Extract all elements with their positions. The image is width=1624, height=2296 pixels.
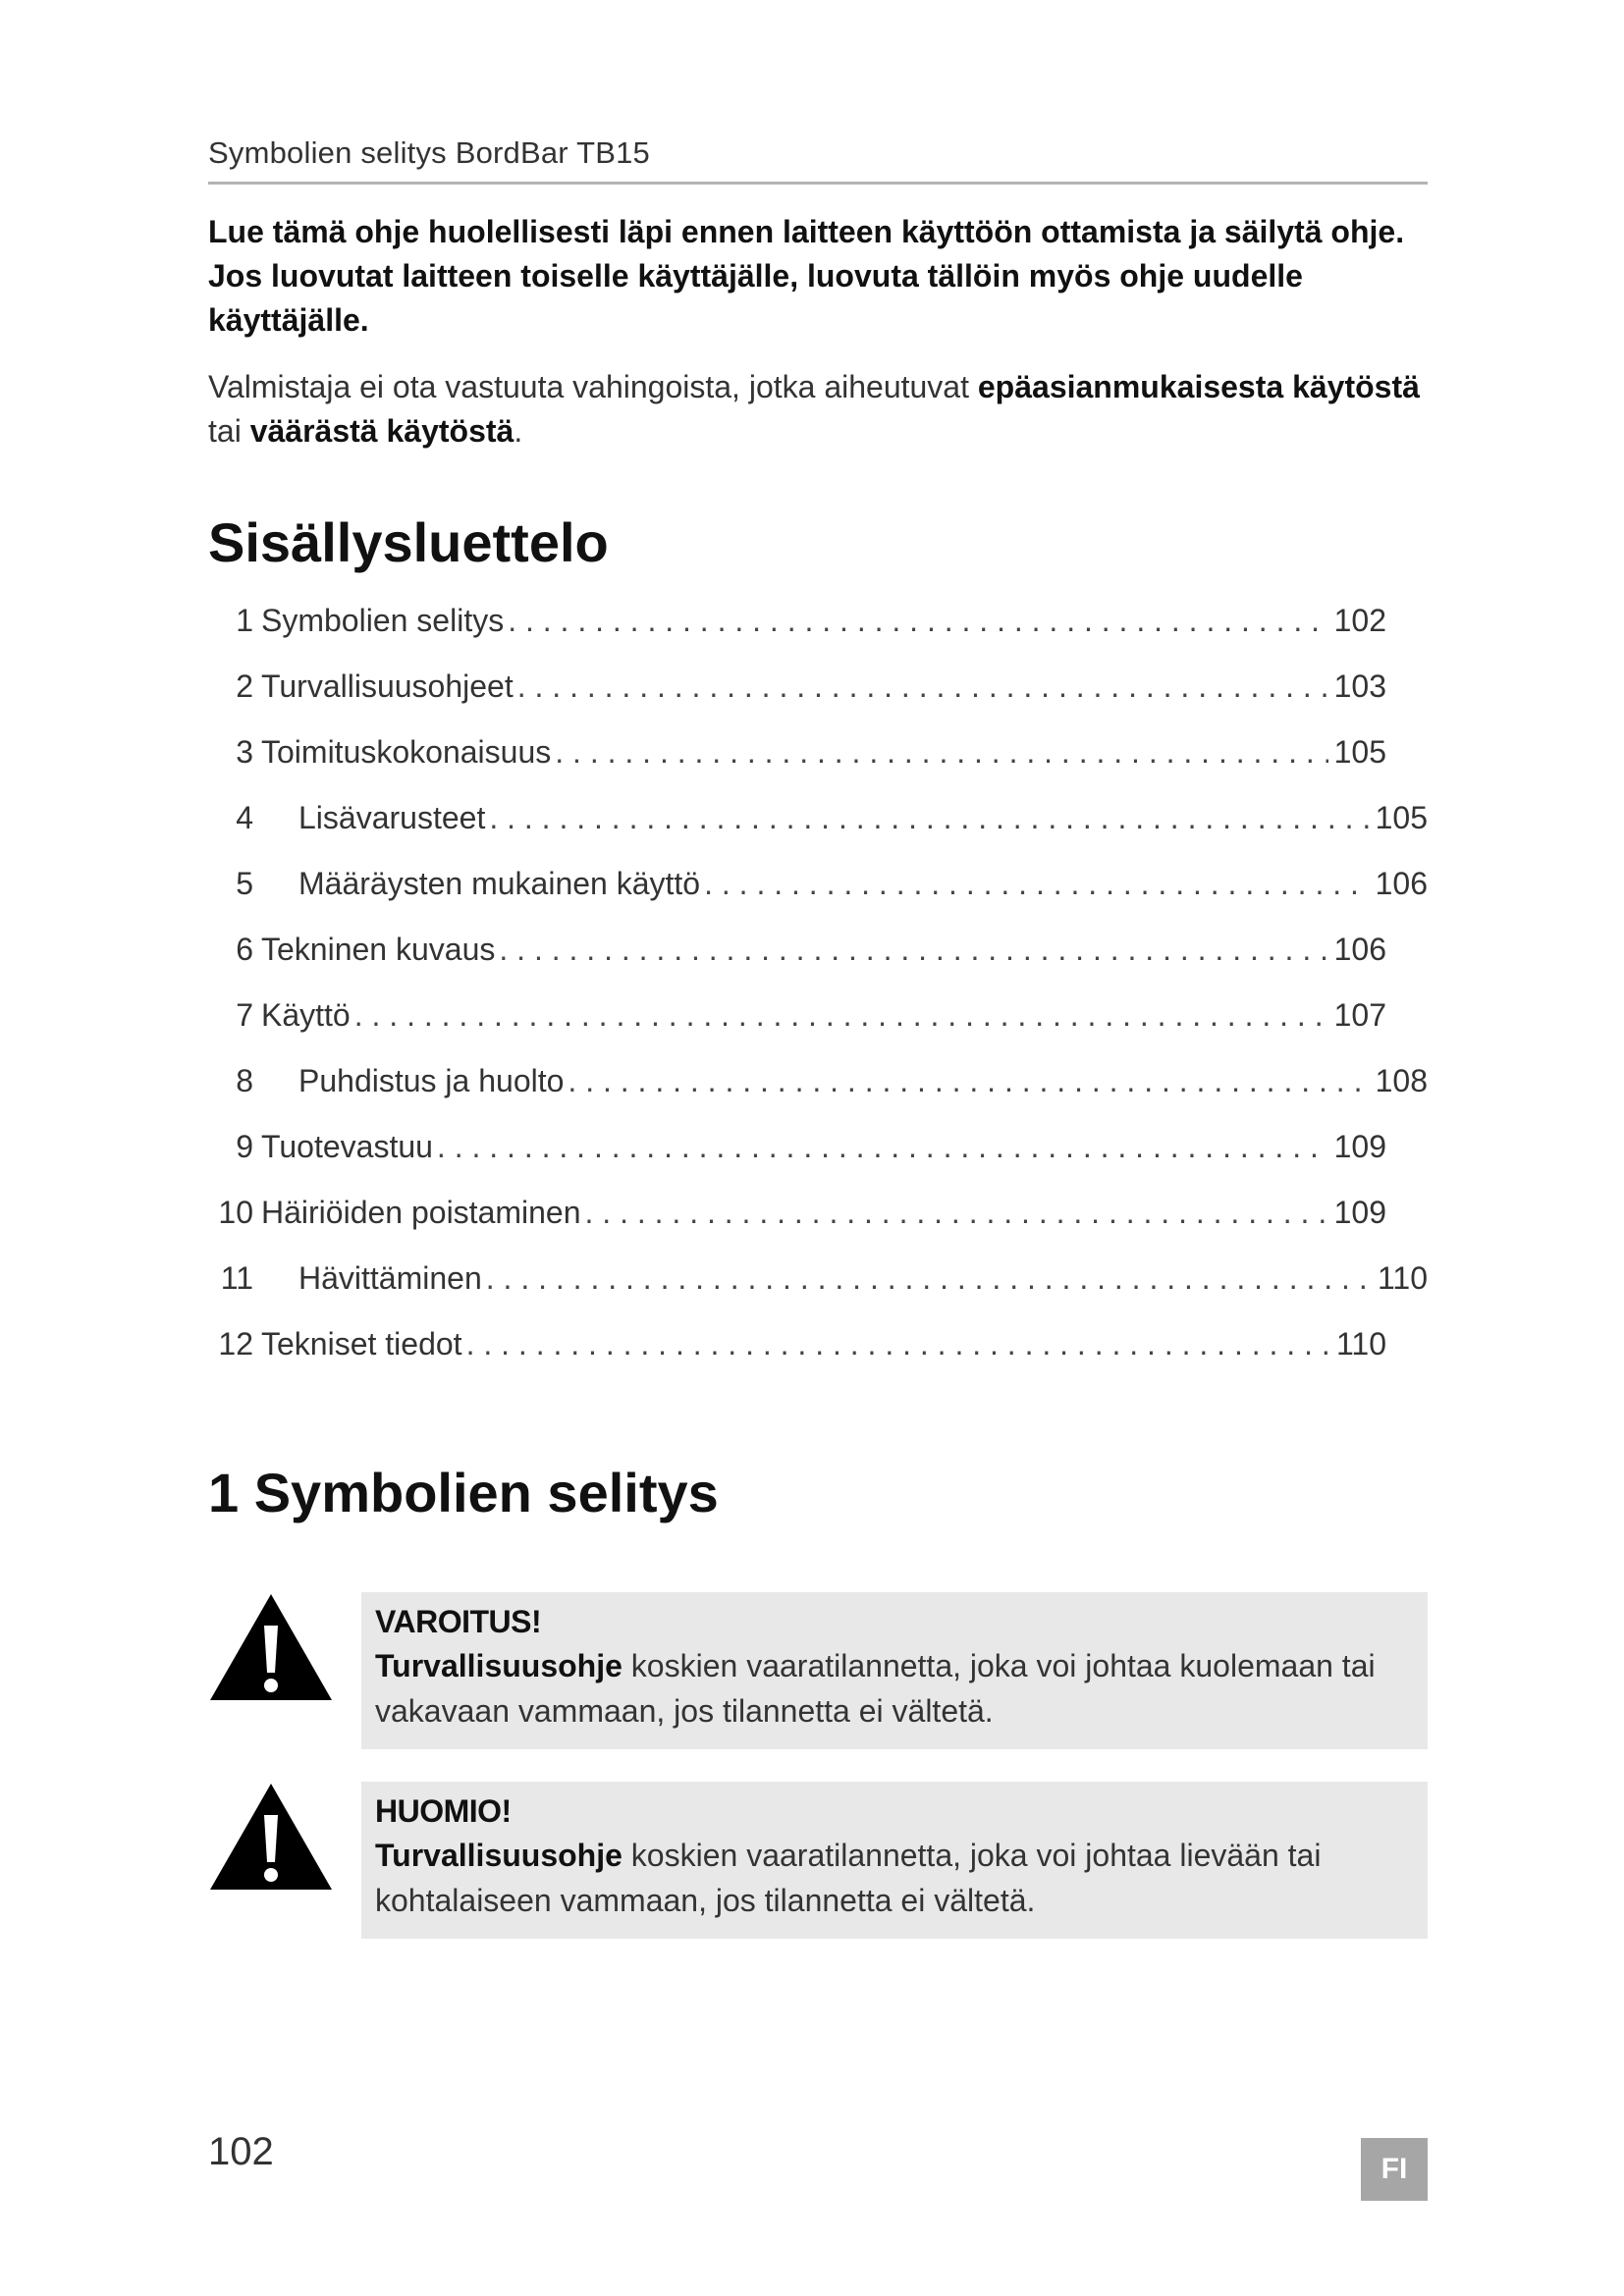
warning-text [375,1643,1416,1734]
toc-entry-title: Symbolien selitys [261,603,505,638]
toc-entry-title: Käyttö [261,997,351,1033]
toc-entry-page: 110 [1335,1326,1386,1362]
toc-heading: Sisällysluettelo [208,511,609,573]
warning-notice-box [361,1592,1428,1749]
intro-instruction: Lue tämä ohje huolellisesti läpi ennen laitteen käyttöön ottamista ja säilytä ohje. Jos luovutat laitteen toiselle käyttäjälle, luovuta tällöin myös ohje uudelle käyttäjälle. [208,214,1405,338]
toc-entry-number: 4 [236,800,253,835]
toc-entry-number: 6 [236,932,253,967]
toc-entry[interactable] [208,1260,1428,1309]
toc-entry-page: 108 [1375,1063,1428,1098]
toc-entry-number: 5 [236,866,253,901]
notice-lead: Turvallisuusohje [375,1648,623,1683]
notice-body: koskien vaaratilannetta, joka voi johtaa lievään tai kohtalaiseen vammaan, jos tilannetta ei vältetä. [375,1838,1322,1918]
notice-lead: Turvallisuusohje [375,1838,623,1873]
toc-entry-title: Tekniset tiedot [261,1326,462,1362]
toc-entry-number: 12 [218,1326,253,1362]
toc-leader-dots [704,866,1370,902]
toc-entry-page: 103 [1333,668,1386,704]
toc-entry[interactable] [208,866,1428,915]
toc-leader-dots [517,668,1328,705]
toc-leader-dots [354,997,1328,1034]
caution-notice [208,1782,1428,1939]
toc-leader-dots [437,1129,1328,1165]
liability-emphasis: väärästä käytöstä [249,413,514,449]
toc-leader-dots [486,1260,1372,1297]
toc-entry-page: 109 [1333,1129,1386,1164]
toc-entry-title: Tuotevastuu [261,1129,433,1164]
toc-entry-title: Tekninen kuvaus [261,932,496,967]
liability-text: Valmistaja ei ota vastuuta vahingoista, jotka aiheutuvat [208,369,978,404]
toc-entry-number: 10 [218,1195,253,1230]
toc-entry-page: 110 [1377,1260,1428,1296]
toc-entry[interactable] [208,603,1386,652]
toc-entry[interactable] [208,1063,1428,1112]
toc-entry-number: 8 [236,1063,253,1098]
toc-entry-number: 3 [236,734,253,770]
caution-text [375,1833,1416,1923]
toc-entry-page: 106 [1333,932,1386,967]
toc-entry-number: 7 [236,997,253,1033]
toc-entry[interactable] [208,997,1386,1046]
liability-text: tai [208,413,250,449]
toc-entry-page: 109 [1333,1195,1386,1230]
toc-entry-page: 106 [1375,866,1428,901]
toc-entry-page: 107 [1333,997,1386,1033]
notice-body: koskien vaaratilannetta, joka voi johtaa kuolemaan tai vakavaan vammaan, jos tilannetta ei vältetä. [375,1648,1376,1729]
toc-leader-dots [466,1326,1330,1362]
toc-entry-title: Lisävarusteet [298,800,486,835]
toc-entry-number: 11 [220,1260,253,1296]
toc-entry-title: Määräysten mukainen käyttö [298,866,701,901]
section-heading: 1 Symbolien selitys [208,1462,719,1523]
toc-entry-page: 102 [1333,603,1386,638]
toc-leader-dots [568,1063,1369,1099]
warning-title: VAROITUS! [375,1604,542,1639]
toc-entry-title: Puhdistus ja huolto [298,1063,565,1098]
warning-triangle-icon [208,1592,334,1702]
toc-entry-title: Häiriöiden poistaminen [261,1195,581,1230]
running-header: Symbolien selitys BordBar TB15 [208,135,650,170]
toc-leader-dots [508,603,1327,639]
toc-entry[interactable] [208,1195,1386,1244]
liability-disclaimer [208,365,1428,454]
liability-text: . [514,413,523,449]
toc-entry-page: 105 [1375,800,1428,835]
toc-entry[interactable] [208,1326,1386,1375]
toc-entry[interactable] [208,668,1386,718]
warning-notice [208,1592,1428,1749]
toc-leader-dots [499,932,1327,968]
toc-entry[interactable] [208,800,1428,849]
header-rule [208,182,1428,185]
toc-leader-dots [555,734,1327,771]
caution-notice-box [361,1782,1428,1939]
caution-title: HUOMIO! [375,1793,512,1829]
toc-entry-title: Turvallisuusohjeet [261,668,514,704]
toc-leader-dots [489,800,1369,836]
toc-entry[interactable] [208,932,1386,981]
document-page [208,0,1428,2296]
language-badge: FI [1361,2138,1428,2201]
toc-leader-dots [585,1195,1328,1231]
toc-entry[interactable] [208,734,1386,783]
toc-entry-number: 2 [236,668,253,704]
warning-triangle-icon [208,1782,334,1892]
toc-entry-number: 9 [236,1129,253,1164]
page-number: 102 [208,2130,274,2173]
toc-entry-page: 105 [1333,734,1386,770]
toc-entry[interactable] [208,1129,1386,1178]
toc-entry-number: 1 [236,603,253,638]
toc-entry-title: Toimituskokonaisuus [261,734,552,770]
toc-entry-title: Hävittäminen [298,1260,482,1296]
liability-emphasis: epäasianmukaisesta käytöstä [977,369,1420,404]
